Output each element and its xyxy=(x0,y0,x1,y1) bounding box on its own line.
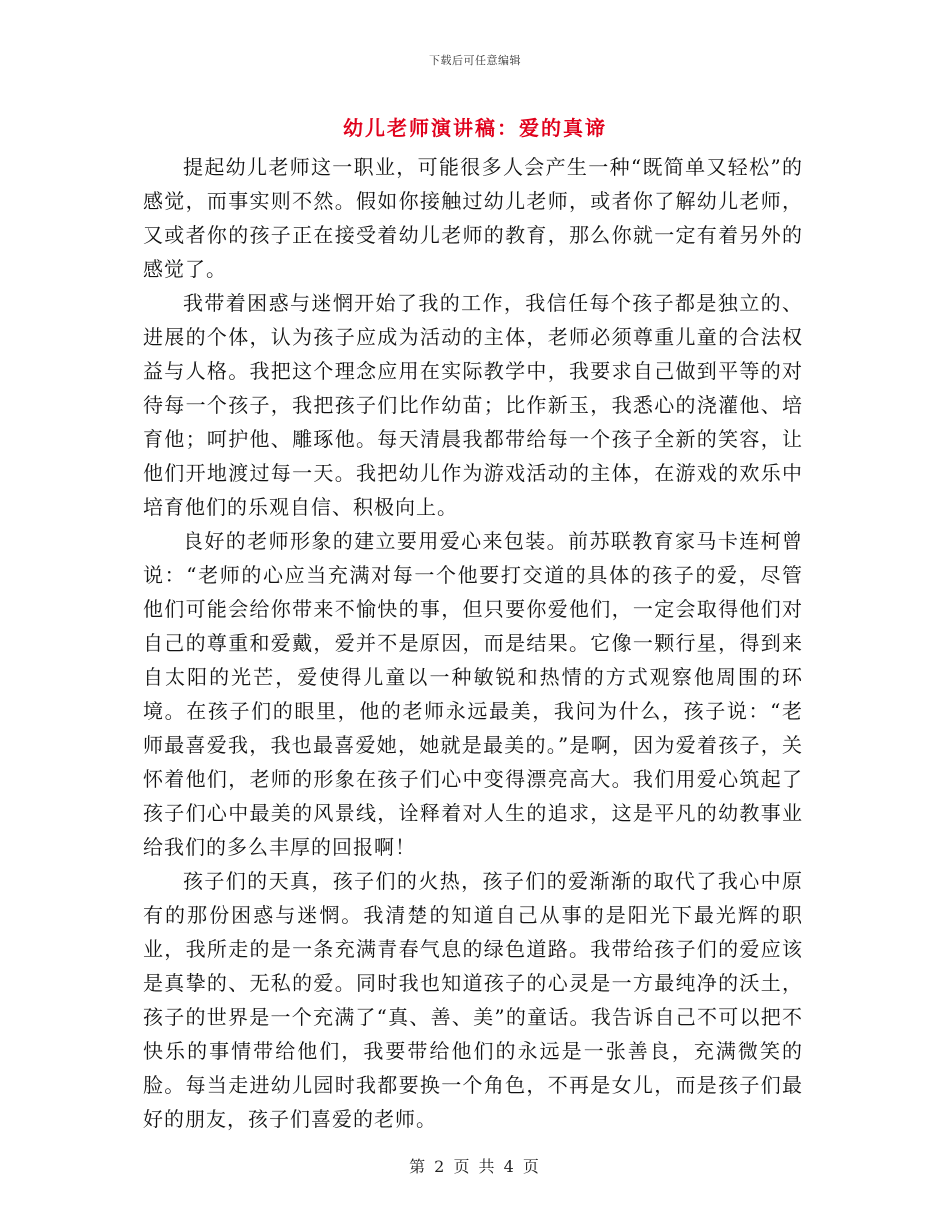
document-title: 幼儿老师演讲稿：爱的真谛 xyxy=(343,116,607,140)
paragraph: 我带着困惑与迷惘开始了我的工作，我信任每个孩子都是独立的、进展的个体，认为孩子应成为活动的主体，老师必须尊重儿童的合法权益与人格。我把这个理念应用在实际教学中，我要求自己做到平等的对待每一个孩子，我把孩子们比作幼苗；比作新玉，我悉心的浇灌他、培育他；呵护他、雕琢他。每天清晨我都带给每一个孩子全新的笑容，让他们开地渡过每一天。我把幼儿作为游戏活动的主体，在游戏的欢乐中培育他们的乐观自信、积极向上。 xyxy=(143,291,803,519)
document-body xyxy=(143,150,803,1136)
paragraph: 良好的老师形象的建立要用爱心来包装。前苏联教育家马卡连柯曾说：“老师的心应当充满对每一个他要打交道的具体的孩子的爱，尽管他们可能会给你带来不愉快的事，但只要你爱他们，一定会取得他们对自己的尊重和爱戴，爱并不是原因，而是结果。它像一颗行星，得到来自太阳的光芒，爱使得儿童以一种敏锐和热情的方式观察他周围的环境。在孩子们的眼里，他的老师永远最美，我问为什么，孩子说：“老师最喜爱我，我也最喜爱她，她就是最美的。”是啊，因为爱着孩子，关怀着他们，老师的形象在孩子们心中变得漂亮高大。我们用爱心筑起了孩子们心中最美的风景线，诠释着对人生的追求，这是平凡的幼教事业给我们的多么丰厚的回报啊！ xyxy=(143,529,803,859)
paragraph: 提起幼儿老师这一职业，可能很多人会产生一种“既简单又轻松”的感觉，而事实则不然。假如你接触过幼儿老师，或者你了解幼儿老师，又或者你的孩子正在接受着幼儿老师的教育，那么你就一定有着另外的感觉了。 xyxy=(143,155,803,281)
header-note: 下载后可任意编辑 xyxy=(429,54,521,67)
page-number: 第 2 页 共 4 页 xyxy=(409,1157,541,1176)
paragraph: 孩子们的天真，孩子们的火热，孩子们的爱渐渐的取代了我心中原有的那份困惑与迷惘。我清楚的知道自己从事的是阳光下最光辉的职业，我所走的是一条充满青春气息的绿色道路。我带给孩子们的爱应该是真挚的、无私的爱。同时我也知道孩子的心灵是一方最纯净的沃土，孩子的世界是一个充满了“真、善、美”的童话。我告诉自己不可以把不快乐的事情带给他们，我要带给他们的永远是一张善良，充满微笑的脸。每当走进幼儿园时我都要换一个角色，不再是女儿，而是孩子们最好的朋友，孩子们喜爱的老师。 xyxy=(143,869,803,1131)
